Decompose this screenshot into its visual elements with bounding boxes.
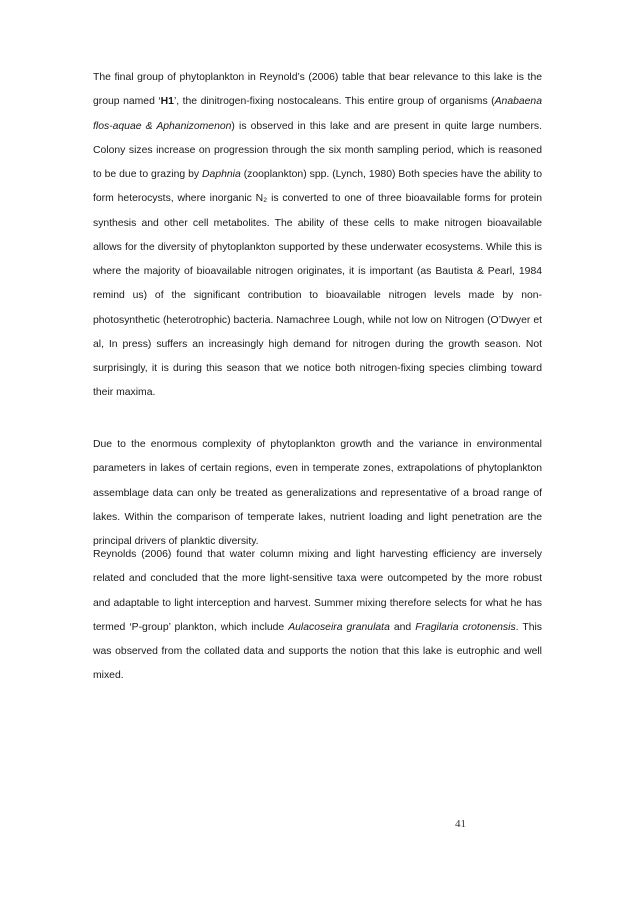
paragraph-reynolds-mixing <box>93 543 542 689</box>
page-number: 41 <box>455 818 466 830</box>
p1-seg-1: H1 <box>160 96 174 108</box>
p3-seg-1: Aulacoseira granulata <box>288 621 390 633</box>
p1-seg-0: The final group of phytoplankton in Reynold’s (2006) table that bear relevance to this lake is the group named ‘ <box>93 72 542 108</box>
p3-seg-4: . This was observed from the collated data and supports the notion that this lake is eutrophic and well mixed. <box>93 621 542 682</box>
p1-seg-6: (zooplankton) spp. (Lynch, 1980) Both species have the ability to form heterocysts, where inorganic N₂ is converted to one of three bioavailable forms for protein synthesis and other cell metabolites. The ability of these cells to make nitrogen bioavailable allows for the diversity of phytoplankton supported by these underwater ecosystems. While this is where the majority of bioavailable nitrogen originates, it is important (as Bautista & Pearl, 1984 remind us) of the significant contribution to bioavailable nitrogen levels made by non-photosynthetic (heterotrophic) bacteria. Namachree Lough, while not low on Nitrogen (O’Dwyer et al, In press) suffers an increasingly high demand for nitrogen during the growth season. Not surprisingly, it is during this season that we notice both nitrogen-fixing species climbing toward their maxima. <box>93 169 542 399</box>
p3-seg-2: and <box>389 621 416 633</box>
p3-seg-3: Fragilaria crotonensis <box>415 621 516 633</box>
paragraph-nitrogen-fixing <box>93 66 542 406</box>
p1-seg-4: ) is observed in this lake and are present in quite large numbers. Colony sizes increase on progression through the six month sampling period, which is reasoned to be due to grazing by <box>93 120 542 180</box>
p1-seg-5: Daphnia <box>202 169 241 180</box>
paragraph-complexity <box>93 433 542 554</box>
p3-seg-0: Reynolds (2006) found that water column mixing and light harvesting efficiency are inversely related and concluded that the more light-sensitive taxa were outcompeted by the more robust and adaptable to light interception and harvest. Summer mixing therefore selects for what he has termed ‘P-group’ plankton, which include <box>93 549 542 633</box>
p1-seg-3: Anabaena flos-aquae & Aphanizomenon <box>93 96 542 132</box>
p1-seg-2: ’, the dinitrogen-fixing nostocaleans. This entire group of organisms ( <box>173 96 495 108</box>
p2-seg-0: Due to the enormous complexity of phytoplankton growth and the variance in environmental parameters in lakes of certain regions, even in temperate zones, extrapolations of phytoplankton assemblage data can only be treated as generalizations and representative of a broad range of lakes. Within the comparison of temperate lakes, nutrient loading and light penetration are the principal drivers of planktic diversity. <box>93 439 542 547</box>
